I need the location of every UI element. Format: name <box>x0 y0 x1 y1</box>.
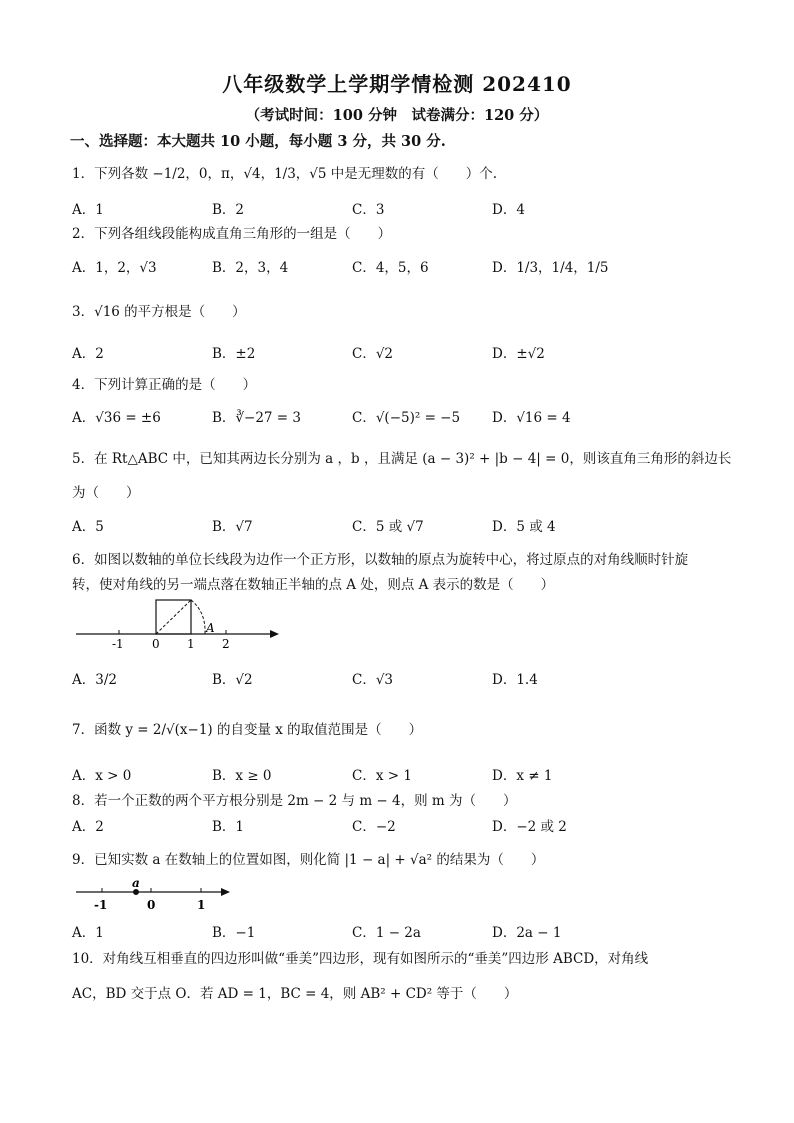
tick-label: 1 <box>187 637 195 651</box>
tick-label: -1 <box>112 637 124 651</box>
question-9-options <box>72 921 772 941</box>
option-d: D．±√2 <box>492 346 545 362</box>
tick-label: 0 <box>152 637 160 651</box>
option-b: B．∛−27 = 3 <box>212 410 301 426</box>
option-c: C．4，5，6 <box>352 260 429 276</box>
option-d: D．4 <box>492 202 525 218</box>
diagonal <box>156 600 191 634</box>
question-4-stem: 4．下列计算正确的是（ ） <box>72 377 257 393</box>
question-1-options <box>72 198 772 218</box>
question-6-options <box>72 668 772 688</box>
rotation-arc <box>191 600 205 634</box>
question-9-stem: 9．已知实数 a 在数轴上的位置如图，则化简 |1 − a| + √a² 的结果为（ ） <box>72 852 545 868</box>
tick-label: 1 <box>197 898 206 912</box>
option-c: C．−2 <box>352 819 396 835</box>
tick-label: -1 <box>94 898 108 912</box>
question-5-stem-continued: 为（ ） <box>72 485 140 501</box>
question-8-options <box>72 815 772 835</box>
question-10-stem: 10．对角线互相垂直的四边形叫做“垂美”四边形，现有如图所示的“垂美”四边形 ABCD，对角线 <box>72 951 649 967</box>
option-d: D．5 或 4 <box>492 519 556 535</box>
option-b: B．−1 <box>212 925 256 941</box>
option-a: A．√36 = ±6 <box>72 410 161 426</box>
figure-9-number-line <box>74 876 234 916</box>
question-6-stem: 6．如图以数轴的单位长线段为边作一个正方形，以数轴的原点为旋转中心，将过原点的对角线顺时针旋 <box>72 552 689 568</box>
question-7-stem: 7．函数 y = 2/√(x−1) 的自变量 x 的取值范围是（ ） <box>72 722 423 738</box>
option-d: D．x ≠ 1 <box>492 768 553 784</box>
question-3-options <box>72 342 772 362</box>
option-b: B．2 <box>212 202 245 218</box>
question-5-options <box>72 515 772 535</box>
option-a: A．1，2，√3 <box>72 260 157 276</box>
option-a: A．3/2 <box>72 672 117 688</box>
question-2-stem: 2．下列各组线段能构成直角三角形的一组是（ ） <box>72 226 392 242</box>
option-b: B．1 <box>212 819 245 835</box>
point-label: a <box>132 876 140 890</box>
question-6-stem-continued: 转，使对角线的另一端点落在数轴正半轴的点 A 处，则点 A 表示的数是（ ） <box>72 577 555 593</box>
option-b: B．x ≥ 0 <box>212 768 272 784</box>
page-subtitle: （考试时间：100 分钟 试卷满分：120 分） <box>245 107 549 124</box>
option-d: D．√16 = 4 <box>492 410 571 426</box>
question-7-options <box>72 764 772 784</box>
option-a: A．2 <box>72 819 104 835</box>
option-c: C．5 或 √7 <box>352 519 424 535</box>
tick-label: 2 <box>222 637 230 651</box>
page-title: 八年级数学上学期学情检测 202410 <box>222 72 572 96</box>
question-4-options <box>72 406 772 426</box>
tick-label: 0 <box>147 898 156 912</box>
option-c: C．√3 <box>352 672 394 688</box>
question-2-options <box>72 256 772 276</box>
axis-arrow <box>221 888 230 896</box>
option-a: A．x > 0 <box>72 768 132 784</box>
question-10-stem-continued: AC，BD 交于点 O．若 AD = 1，BC = 4，则 AB² + CD² 等于（ ） <box>72 986 518 1002</box>
option-d: D．1/3，1/4，1/5 <box>492 260 609 276</box>
option-a: A．5 <box>72 519 104 535</box>
option-b: B．√2 <box>212 672 253 688</box>
axis-arrow <box>270 630 279 638</box>
option-d: D．2a − 1 <box>492 925 562 941</box>
option-c: C．1 − 2a <box>352 925 421 941</box>
question-3-stem: 3．√16 的平方根是（ ） <box>72 304 246 320</box>
option-b: B．2，3，4 <box>212 260 289 276</box>
option-c: C．x > 1 <box>352 768 412 784</box>
option-d: D．1.4 <box>492 672 538 688</box>
option-b: B．√7 <box>212 519 253 535</box>
option-c: C．3 <box>352 202 385 218</box>
option-a: A．1 <box>72 202 104 218</box>
question-5-stem: 5．在 Rt△ABC 中，已知其两边长分别为 a ，b ，且满足 (a − 3)² + |b − 4| = 0，则该直角三角形的斜边长 <box>72 451 732 467</box>
point-label: A <box>206 621 215 635</box>
question-8-stem: 8．若一个正数的两个平方根分别是 2m − 2 与 m − 4，则 m 为（ ） <box>72 793 517 809</box>
option-c: C．√2 <box>352 346 394 362</box>
option-a: A．1 <box>72 925 104 941</box>
question-1-stem: 1．下列各数 −1/2，0，π，√4，1/3，√5 中是无理数的有（ ）个. <box>72 166 498 182</box>
option-d: D．−2 或 2 <box>492 819 567 835</box>
option-b: B．±2 <box>212 346 256 362</box>
figure-6-number-line <box>74 596 284 652</box>
option-a: A．2 <box>72 346 104 362</box>
option-c: C．√(−5)² = −5 <box>352 410 461 426</box>
section-heading: 一、选择题：本大题共 10 小题，每小题 3 分，共 30 分. <box>70 133 446 150</box>
